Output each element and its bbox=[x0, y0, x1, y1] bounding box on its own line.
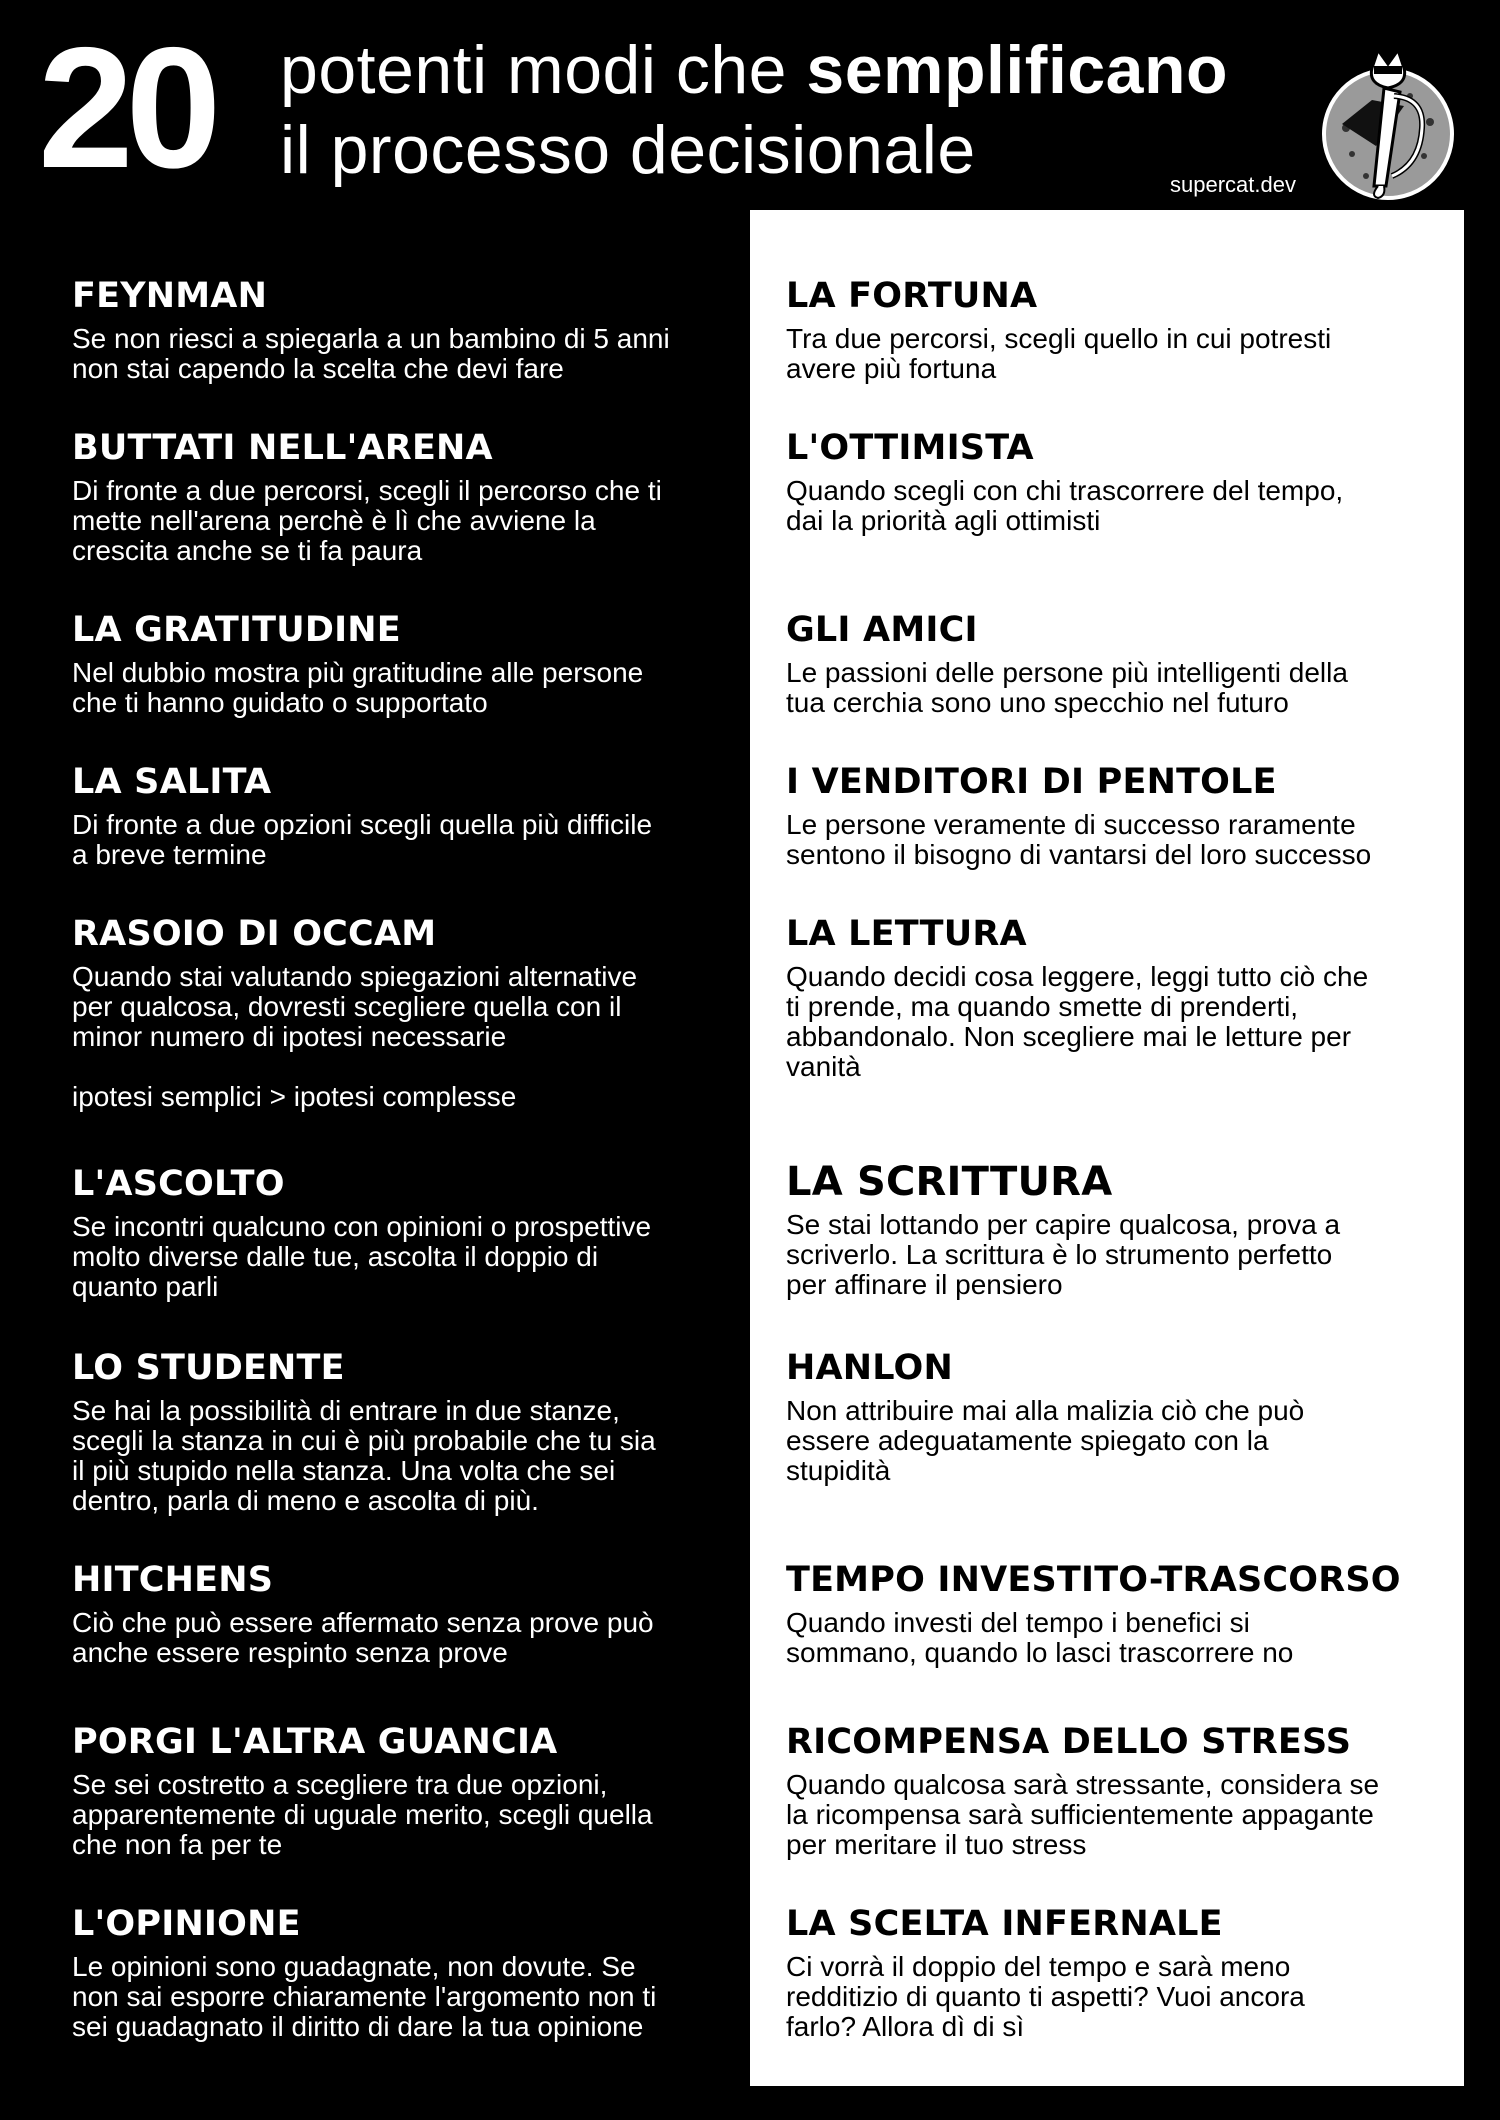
item-title: I VENDITORI DI PENTOLE bbox=[786, 762, 1277, 802]
item-text: Quando qualcosa sarà stressante, considera se la ricompensa sarà sufficientemente appagante per meritare il tuo stress bbox=[786, 1769, 1380, 1860]
item-tempo-investito-trascorso bbox=[786, 1560, 1446, 1668]
item-text: Quando decidi cosa leggere, leggi tutto ciò che ti prende, ma quando smette di prenderti, abbandonalo. Non scegliere mai le letture per vanità bbox=[786, 961, 1369, 1082]
big-number: 20 bbox=[38, 12, 214, 204]
item-la-gratitudine bbox=[72, 610, 732, 718]
item-la-scrittura bbox=[786, 1159, 1446, 1300]
item-title: BUTTATI NELL'ARENA bbox=[72, 428, 493, 468]
title-line-1 bbox=[280, 30, 1228, 110]
item-la-salita bbox=[72, 762, 732, 870]
site-label: supercat.dev bbox=[1170, 172, 1296, 197]
item-text: Se stai lottando per capire qualcosa, prova a scriverlo. La scrittura è lo strumento perfetto per affinare il pensiero bbox=[786, 1209, 1341, 1300]
cat-logo-icon bbox=[1312, 36, 1464, 200]
item-title: HANLON bbox=[786, 1348, 953, 1388]
item-title: PORGI L'ALTRA GUANCIA bbox=[72, 1722, 558, 1762]
item-text: Ci vorrà il doppio del tempo e sarà meno redditizio di quanto ti aspetti? Vuoi ancora farlo? Allora dì di sì bbox=[786, 1951, 1305, 2042]
item-text: Non attribuire mai alla malizia ciò che può essere adeguatamente spiegato con la stupidità bbox=[786, 1395, 1305, 1486]
item-gli-amici bbox=[786, 610, 1446, 718]
item-i-venditori-di-pentole bbox=[786, 762, 1446, 870]
item-text: Di fronte a due percorsi, scegli il percorso che ti mette nell'arena perchè è lì che avviene la crescita anche se ti fa paura bbox=[72, 475, 662, 566]
title-line-1-bold: semplificano bbox=[806, 32, 1229, 108]
item-text: Ciò che può essere affermato senza prove può anche essere respinto senza prove bbox=[72, 1607, 654, 1668]
item-text: Se hai la possibilità di entrare in due stanze, scegli la stanza in cui è più probabile che tu sia il più stupido nella stanza. Una volta che sei dentro, parla di meno e ascolta di più. bbox=[72, 1395, 656, 1516]
item-text: Nel dubbio mostra più gratitudine alle persone che ti hanno guidato o supportato bbox=[72, 657, 644, 718]
item-text: Le persone veramente di successo raramente sentono il bisogno di vantarsi del loro successo bbox=[786, 809, 1372, 870]
item-la-fortuna bbox=[786, 276, 1446, 384]
item-title: GLI AMICI bbox=[786, 610, 978, 650]
item-title: LA SCRITTURA bbox=[786, 1159, 1113, 1205]
item-l-opinione bbox=[72, 1904, 732, 2042]
item-buttati-nell-arena bbox=[72, 428, 732, 566]
item-hitchens bbox=[72, 1560, 732, 1668]
item-title: RICOMPENSA DELLO STRESS bbox=[786, 1722, 1352, 1762]
item-title: FEYNMAN bbox=[72, 276, 268, 316]
item-feynman bbox=[72, 276, 732, 384]
item-text: Le opinioni sono guadagnate, non dovute. Se non sai esporre chiaramente l'argomento non ti sei guadagnato il diritto di dare la tua opinione bbox=[72, 1951, 657, 2042]
item-hanlon bbox=[786, 1348, 1446, 1486]
item-l-ascolto bbox=[72, 1164, 732, 1302]
item-text: Le passioni delle persone più intelligenti della tua cerchia sono uno specchio nel futuro bbox=[786, 657, 1348, 718]
item-title: LA SALITA bbox=[72, 762, 272, 802]
item-title: L'OTTIMISTA bbox=[786, 428, 1034, 468]
item-text: Tra due percorsi, scegli quello in cui potresti avere più fortuna bbox=[786, 323, 1332, 384]
page-title bbox=[280, 30, 1228, 190]
item-text: Quando investi del tempo i benefici si sommano, quando lo lasci trascorrere no bbox=[786, 1607, 1294, 1668]
item-la-scelta-infernale bbox=[786, 1904, 1446, 2042]
item-text: Se incontri qualcuno con opinioni o prospettive molto diverse dalle tue, ascolta il doppio di quanto parli bbox=[72, 1211, 652, 1302]
item-rasoio-di-occam bbox=[72, 914, 732, 1112]
item-title: LA LETTURA bbox=[786, 914, 1027, 954]
item-lo-studente bbox=[72, 1348, 732, 1516]
item-porgi-l-altra-guancia bbox=[72, 1722, 732, 1860]
item-text: Se non riesci a spiegarla a un bambino di 5 anni non stai capendo la scelta che devi fare bbox=[72, 323, 670, 384]
item-title: LA SCELTA INFERNALE bbox=[786, 1904, 1223, 1944]
title-line-1-regular: potenti modi che bbox=[280, 32, 807, 108]
item-title: HITCHENS bbox=[72, 1560, 274, 1600]
item-ricompensa-dello-stress bbox=[786, 1722, 1446, 1860]
item-title: RASOIO DI OCCAM bbox=[72, 914, 437, 954]
item-l-ottimista bbox=[786, 428, 1446, 536]
item-text: Quando stai valutando spiegazioni alternative per qualcosa, dovresti scegliere quella con il minor numero di ipotesi necessarie ipotesi semplici > ipotesi complesse bbox=[72, 961, 638, 1112]
item-text: Se sei costretto a scegliere tra due opzioni, apparentemente di uguale merito, scegli quella che non fa per te bbox=[72, 1769, 653, 1860]
item-title: LA FORTUNA bbox=[786, 276, 1038, 316]
item-text: Quando scegli con chi trascorrere del tempo, dai la priorità agli ottimisti bbox=[786, 475, 1344, 536]
item-title: LA GRATITUDINE bbox=[72, 610, 401, 650]
item-title: LO STUDENTE bbox=[72, 1348, 345, 1388]
item-text: Di fronte a due opzioni scegli quella più difficile a breve termine bbox=[72, 809, 653, 870]
title-line-2: il processo decisionale bbox=[280, 112, 976, 188]
item-title: L'ASCOLTO bbox=[72, 1164, 285, 1204]
item-title: L'OPINIONE bbox=[72, 1904, 301, 1944]
item-la-lettura bbox=[786, 914, 1446, 1082]
item-title: TEMPO INVESTITO-TRASCORSO bbox=[786, 1560, 1401, 1600]
